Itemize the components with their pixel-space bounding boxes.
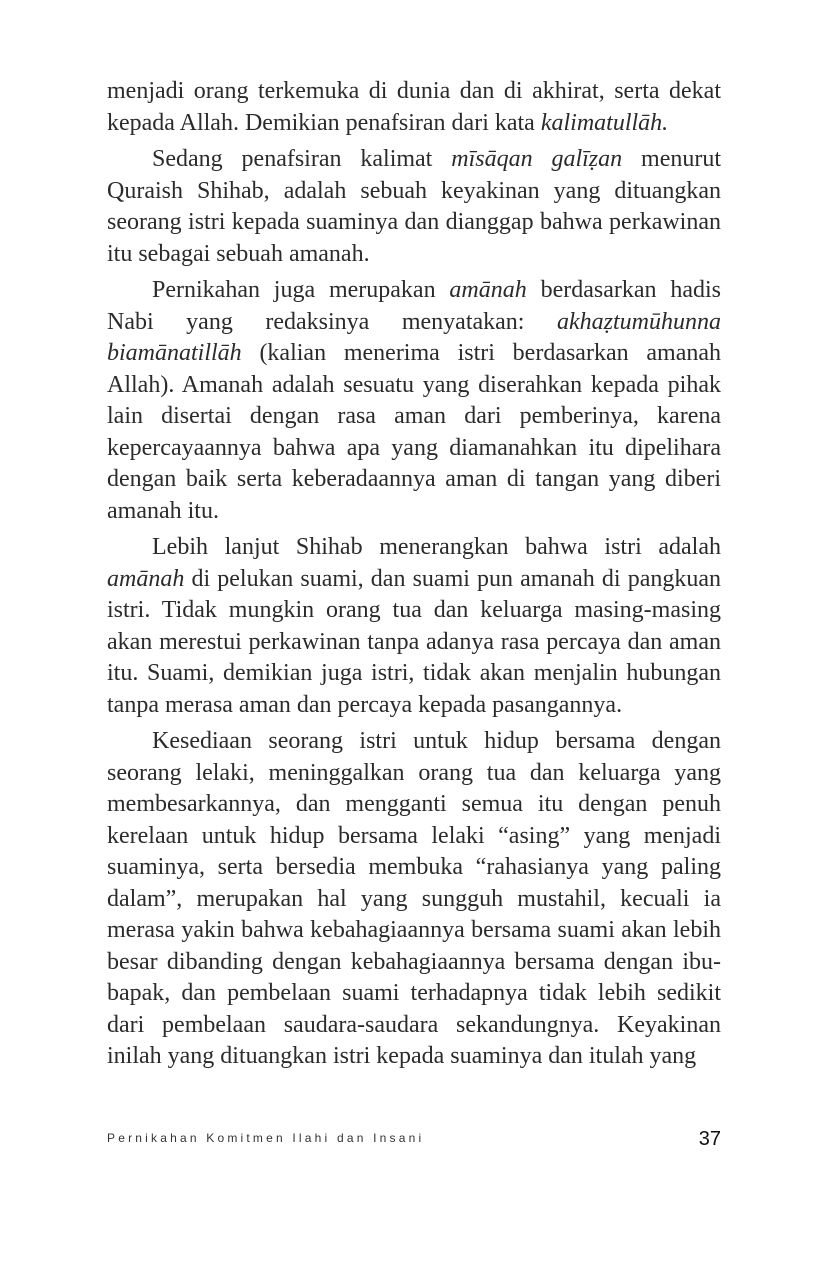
paragraph: [107, 275, 721, 527]
italic-term: amānah: [449, 277, 527, 303]
page-number: 37: [698, 1128, 721, 1150]
paragraph-text: Lebih lanjut Shihab menerangkan bahwa istri adalah: [152, 534, 721, 560]
page-footer: [107, 1128, 721, 1152]
paragraph-text: Kesediaan seorang istri untuk hidup bersama dengan seorang lelaki, meninggalkan orang tua dan keluarga yang membesarkannya, dan mengganti semua itu dengan penuh kerelaan untuk hidup bersama lelaki “asing” yang menjadi suaminya, serta bersedia membuka “rahasianya yang paling dalam”, merupakan hal yang sungguh mustahil, kecuali ia merasa yakin bahwa kebahagiaannya bersama suami akan lebih besar dibanding dengan kebahagiaannya bersama dengan ibu-bapak, dan pembelaan suami terhadapnya tidak lebih sedikit dari pembelaan saudara-saudara sekandungnya. Keyakinan inilah yang dituangkan istri kepada suaminya dan itulah yang: [107, 728, 721, 1069]
paragraph-text: Sedang penafsiran kalimat: [152, 146, 452, 172]
paragraph-text: Pernikahan juga merupakan: [152, 277, 450, 303]
paragraph-text: (kalian menerima istri berdasarkan amanah Allah). Amanah adalah sesuatu yang diserahkan kepada pihak lain disertai dengan rasa aman dari pemberinya, karena kepercayaannya bahwa apa yang diamanahkan itu dipelihara dengan baik serta keberadaannya aman di tangan yang diberi amanah itu.: [107, 340, 721, 524]
italic-term: amānah: [107, 565, 185, 592]
paragraph: [107, 726, 721, 1073]
paragraph: [107, 532, 721, 721]
paragraph: [107, 144, 721, 270]
paragraph-text: berdasarkan hadis Nabi yang redaksinya menyatakan:: [107, 277, 722, 335]
italic-term: mīsāqan galīẓan: [451, 146, 623, 172]
paragraph: [107, 76, 721, 139]
paragraph-text: menjadi orang terkemuka di dunia dan di akhirat, serta dekat kepada Allah. Demikian penafsiran dari kata: [107, 78, 721, 136]
italic-term: akhaẓtumūhunna biamānatillāh: [107, 308, 721, 366]
italic-term: kalimatullāh.: [540, 109, 669, 136]
paragraph-text: di pelukan suami, dan suami pun amanah di pangkuan istri. Tidak mungkin orang tua dan keluarga masing-masing akan merestui perkawinan tanpa adanya rasa percaya dan aman itu. Suami, demikian juga istri, tidak akan menjalin hubungan tanpa merasa aman dan percaya kepada pasangannya.: [107, 565, 721, 718]
paragraph-text: menurut Quraish Shihab, adalah sebuah keyakinan yang dituangkan seorang istri kepada suaminya dan dianggap bahwa perkawinan itu sebagai sebuah amanah.: [107, 146, 722, 267]
running-title: Pernikahan Komitmen Ilahi dan Insani: [107, 1131, 425, 1145]
page-body: [107, 76, 721, 1073]
